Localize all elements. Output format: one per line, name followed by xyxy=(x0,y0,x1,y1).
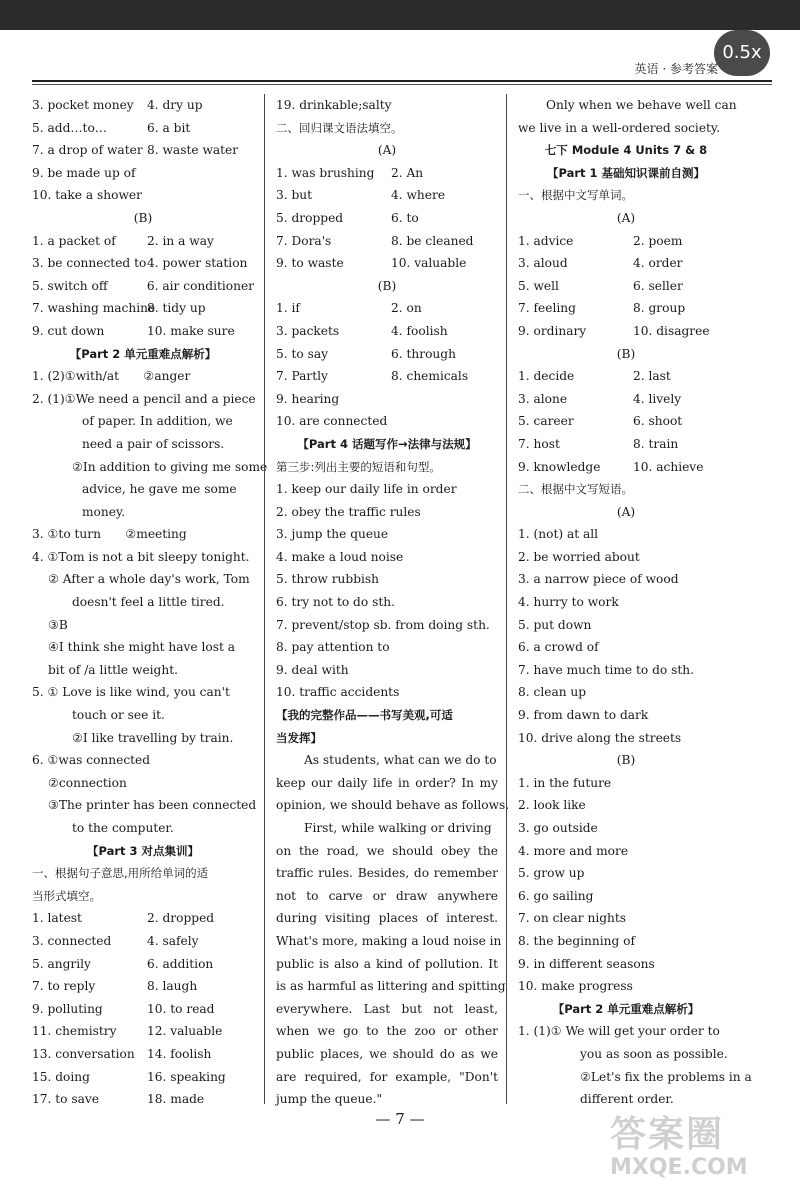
section-label: (A) xyxy=(616,504,636,519)
answer-line: jump the queue." xyxy=(276,1092,383,1107)
answer-line: 10. are connected xyxy=(276,414,388,429)
answer-item: 4. lively xyxy=(633,391,682,406)
answer-pair xyxy=(276,320,498,343)
answer-pair xyxy=(276,184,498,207)
answer-line: 9. deal with xyxy=(276,662,349,677)
essay-line: traffic rules. Besides, do remember xyxy=(276,866,498,881)
zoom-level-badge[interactable]: 0.5x xyxy=(714,30,770,76)
answer-pair xyxy=(518,230,734,253)
answer-line: need a pair of scissors. xyxy=(82,436,225,451)
answer-line: ②connection xyxy=(48,775,127,790)
answer-item: 6. through xyxy=(391,346,456,361)
answer-item: 9. polluting xyxy=(32,1001,103,1016)
answer-line: 4. more and more xyxy=(518,843,629,858)
answer-item: 12. valuable xyxy=(147,1024,223,1039)
answer-pair xyxy=(32,998,254,1021)
answer-item: 11. chemistry xyxy=(32,1024,117,1039)
answer-item: 1. advice xyxy=(518,233,574,248)
essay-line: when we go to the zoo or other xyxy=(276,1024,498,1039)
answer-line: 6. ①was connected xyxy=(32,753,151,768)
instruction-line: 一、根据中文写单词。 xyxy=(518,188,633,203)
instruction-line: 当形式填空。 xyxy=(32,888,101,903)
answer-line: 2. (1)①We need a pencil and a piece xyxy=(32,391,256,406)
answer-line: 10. take a shower xyxy=(32,188,142,203)
answer-line: 3. go outside xyxy=(518,821,598,835)
answer-pair xyxy=(518,456,734,479)
answer-line: 5. grow up xyxy=(518,866,585,881)
answer-item: 3. aloud xyxy=(518,256,568,271)
instruction-heading: 【我的完整作品——书写美观,可适 xyxy=(276,708,453,723)
answer-item: 5. angrily xyxy=(32,956,91,971)
answer-item: 4. safely xyxy=(147,933,199,948)
answer-line: 10. make progress xyxy=(518,979,633,994)
answer-pair xyxy=(32,230,254,253)
instruction-heading: 当发挥】 xyxy=(276,730,322,745)
answer-item: 2. poem xyxy=(633,233,683,248)
answer-item: 5. career xyxy=(518,414,574,429)
answer-item: 9. cut down xyxy=(32,323,105,338)
answer-item: 13. conversation xyxy=(32,1046,135,1061)
answer-item: 18. made xyxy=(147,1092,205,1107)
answer-line: 1. (not) at all xyxy=(518,527,599,542)
answer-item: 15. doing xyxy=(32,1069,90,1084)
answer-line: bit of /a little weight. xyxy=(48,662,178,677)
answer-line: 4. ①Tom is not a bit sleepy tonight. xyxy=(32,549,250,564)
instruction-line: 二、回归课文语法填空。 xyxy=(276,120,403,135)
answer-column-2 xyxy=(276,94,510,1111)
page-header xyxy=(0,0,800,100)
answer-pair xyxy=(32,139,254,162)
answer-pair xyxy=(276,343,498,366)
section-label: (B) xyxy=(377,278,397,293)
answer-item: 4. foolish xyxy=(391,323,448,338)
essay-line: is as harmful as littering and spitting xyxy=(276,979,506,994)
section-heading: 【Part 2 单元重难点解析】 xyxy=(69,346,217,361)
answer-line: 5. throw rubbish xyxy=(276,572,379,587)
answer-item: 1. decide xyxy=(518,369,575,384)
section-heading: 【Part 3 对点集训】 xyxy=(86,843,200,858)
section-label: (B) xyxy=(616,753,636,768)
answer-item: 5. dropped xyxy=(276,210,344,225)
answer-item: 1. if xyxy=(276,301,300,316)
answer-item: 5. to say xyxy=(276,346,329,361)
answer-item: 8. group xyxy=(633,301,686,316)
answer-line: 3. ①to turn ②meeting xyxy=(32,527,187,542)
answer-line: ④I think she might have lost a xyxy=(48,640,236,655)
instruction-line: 一、根据句子意思,用所给单词的适 xyxy=(32,866,209,881)
section-label: (A) xyxy=(616,210,636,225)
essay-line: What's more, making a loud noise in xyxy=(276,933,502,948)
answer-pair xyxy=(32,907,254,930)
answer-line: 7. prevent/stop sb. from doing sth. xyxy=(276,617,490,632)
answer-line: we live in a well-ordered society. xyxy=(518,120,721,135)
answer-line: 6. a crowd of xyxy=(518,640,599,655)
answer-item: 2. dropped xyxy=(147,911,215,926)
answer-item: 4. dry up xyxy=(147,98,203,112)
answer-item: 7. host xyxy=(518,436,560,451)
answer-line: 3. jump the queue xyxy=(276,527,389,542)
section-label: (B) xyxy=(616,346,636,361)
answer-line: ③The printer has been connected xyxy=(48,798,257,813)
answer-item: 6. to xyxy=(391,210,419,225)
answer-line: advice, he gave me some xyxy=(82,482,237,497)
answer-pair xyxy=(32,117,254,140)
answer-item: 10. make sure xyxy=(147,323,235,338)
answer-line: 4. hurry to work xyxy=(518,595,619,610)
answer-pair xyxy=(276,207,498,230)
answer-line: 7. on clear nights xyxy=(518,911,627,926)
answer-item: 9. ordinary xyxy=(518,323,587,338)
essay-line: keep our daily life in order? In my xyxy=(276,775,498,790)
header-rule xyxy=(32,80,772,82)
section-heading: 【Part 1 基础知识课前自测】 xyxy=(546,165,706,180)
answer-item: 10. achieve xyxy=(633,459,704,474)
answer-item: 6. air conditioner xyxy=(146,278,254,293)
answer-item: 4. where xyxy=(391,188,446,203)
answer-line: 7. have much time to do sth. xyxy=(518,662,694,677)
answer-pair xyxy=(32,953,254,976)
instruction-line: 第三步:列出主要的短语和句型。 xyxy=(276,459,441,474)
answer-line: 5. ① Love is like wind, you can't xyxy=(32,685,230,700)
answer-item: 4. order xyxy=(633,256,683,271)
essay-paragraph-start: Only when we behave well can xyxy=(546,98,737,112)
answer-line: 9. hearing xyxy=(276,391,340,406)
answer-pair xyxy=(32,94,254,117)
answer-pair xyxy=(32,1066,254,1089)
watermark-text-cn: 答案圈 xyxy=(610,1114,725,1155)
answer-line: money. xyxy=(82,504,126,519)
answer-item: 8. waste water xyxy=(147,143,239,158)
essay-line: not to carve or draw anywhere xyxy=(276,888,498,903)
essay-line: on the road, we should obey the xyxy=(276,843,498,858)
answer-item: 7. Partly xyxy=(276,369,328,384)
watermark-logo xyxy=(610,1115,790,1185)
answer-item: 3. be connected to xyxy=(32,256,147,271)
instruction-line: 二、根据中文写短语。 xyxy=(518,482,633,497)
answer-pair xyxy=(32,1020,254,1043)
answer-item: 8. chemicals xyxy=(391,369,469,384)
answer-pair xyxy=(276,230,498,253)
essay-line: are required, for example, "Don't xyxy=(276,1069,498,1084)
answer-line: 1. in the future xyxy=(518,775,612,790)
answer-item: 3. pocket money xyxy=(32,98,134,112)
answer-pair xyxy=(518,297,734,320)
answer-line: ②Let's fix the problems in a xyxy=(580,1069,752,1084)
answer-pair xyxy=(518,365,734,388)
answer-line: you as soon as possible. xyxy=(580,1046,728,1061)
answer-pair xyxy=(32,320,254,343)
answer-line: 1. (1)① We will get your order to xyxy=(518,1024,720,1039)
answer-line: ② After a whole day's work, Tom xyxy=(48,572,250,587)
answer-item: 5. well xyxy=(518,278,559,293)
answer-pair xyxy=(518,275,734,298)
answer-line: 9. from dawn to dark xyxy=(518,708,649,723)
answer-column-3 xyxy=(518,94,752,1111)
answer-line: 2. obey the traffic rules xyxy=(276,504,421,519)
answer-item: 5. add…to… xyxy=(32,120,107,135)
answer-item: 2. An xyxy=(391,165,424,180)
answer-pair xyxy=(276,252,498,275)
answer-line: 1. (2)①with/at ②anger xyxy=(32,369,191,384)
column-divider xyxy=(264,94,265,1104)
section-label: (B) xyxy=(133,210,153,225)
answer-line: 3. a narrow piece of wood xyxy=(518,572,679,587)
answer-item: 2. in a way xyxy=(147,233,214,248)
answer-pair xyxy=(518,410,734,433)
answer-line: 8. pay attention to xyxy=(276,640,390,655)
answer-line: 8. the beginning of xyxy=(518,933,636,948)
section-heading: 【Part 4 话题写作→法律与法规】 xyxy=(297,436,477,451)
answer-line: opinion, we should behave as follows. xyxy=(276,798,510,813)
answer-item: 8. tidy up xyxy=(147,301,206,316)
answer-item: 7. Dora's xyxy=(276,233,332,248)
answer-item: 10. valuable xyxy=(391,256,467,271)
answer-pair xyxy=(32,1088,254,1111)
answer-item: 7. to reply xyxy=(32,979,96,994)
answer-line: doesn't feel a little tired. xyxy=(72,595,225,610)
answer-line: of paper. In addition, we xyxy=(82,414,233,429)
answer-item: 14. foolish xyxy=(147,1046,212,1061)
answer-item: 3. but xyxy=(276,188,313,203)
page-number: — 7 — xyxy=(375,1110,425,1128)
answer-pair xyxy=(518,433,734,456)
answer-line: 2. look like xyxy=(518,798,586,813)
answer-pair xyxy=(518,252,734,275)
answer-pair xyxy=(276,297,498,320)
answer-item: 6. shoot xyxy=(633,414,683,429)
essay-line: during visiting places of interest. xyxy=(276,911,498,926)
answer-item: 8. be cleaned xyxy=(391,233,474,248)
answer-pair xyxy=(276,162,498,185)
answer-line: 6. go sailing xyxy=(518,888,594,903)
answer-item: 17. to save xyxy=(32,1092,99,1107)
answer-item: 2. last xyxy=(633,369,671,384)
section-heading: 【Part 2 单元重难点解析】 xyxy=(552,1001,700,1016)
answer-item: 7. a drop of water xyxy=(32,143,143,158)
answer-line: 4. make a loud noise xyxy=(276,549,404,564)
viewer-top-bar xyxy=(0,0,800,30)
answer-line: ③B xyxy=(48,617,68,632)
answer-line: 10. traffic accidents xyxy=(276,685,400,700)
answer-item: 3. packets xyxy=(276,323,340,338)
answer-item: 1. a packet of xyxy=(32,233,116,248)
answer-line: different order. xyxy=(580,1092,674,1107)
essay-line: everywhere. Last but not least, xyxy=(276,1001,498,1016)
answer-pair xyxy=(32,1043,254,1066)
essay-line: public is also a kind of pollution. It xyxy=(276,956,498,971)
answer-line: 8. clean up xyxy=(518,685,587,700)
answer-item: 6. a bit xyxy=(147,120,191,135)
answer-line: ②In addition to giving me some xyxy=(72,459,268,474)
answer-pair xyxy=(276,365,498,388)
answer-item: 6. seller xyxy=(633,278,683,293)
answer-item: 2. on xyxy=(391,301,422,316)
answer-line: 19. drinkable;salty xyxy=(276,98,392,112)
answer-item: 6. addition xyxy=(147,956,214,971)
column-divider xyxy=(506,94,507,1104)
answer-line: 9. in different seasons xyxy=(518,956,655,971)
answer-line: 5. put down xyxy=(518,617,592,632)
answer-item: 8. train xyxy=(633,436,679,451)
answer-line: 9. be made up of xyxy=(32,165,136,180)
answer-pair xyxy=(518,320,734,343)
answer-pair xyxy=(32,275,254,298)
answer-item: 9. knowledge xyxy=(518,459,601,474)
answer-item: 4. power station xyxy=(147,256,248,271)
watermark-text-en: MXQE.COM xyxy=(610,1155,748,1180)
answer-item: 7. washing machine xyxy=(32,301,156,316)
answer-item: 7. feeling xyxy=(518,301,576,316)
answer-item: 10. to read xyxy=(147,1001,215,1016)
answer-item: 3. connected xyxy=(32,933,112,948)
essay-paragraph-start: As students, what can we do to xyxy=(304,753,497,768)
section-label: (A) xyxy=(377,143,397,158)
answer-pair xyxy=(518,388,734,411)
answer-pair xyxy=(32,930,254,953)
answer-item: 5. switch off xyxy=(32,278,108,293)
section-heading: 七下 Module 4 Units 7 & 8 xyxy=(544,143,708,158)
answer-item: 1. was brushing xyxy=(276,165,375,180)
answer-pair xyxy=(32,252,254,275)
answer-item: 16. speaking xyxy=(147,1069,226,1084)
answer-line: 6. try not to do sth. xyxy=(276,595,395,610)
running-title: 英语 · 参考答案 xyxy=(634,62,718,76)
answer-line: ②I like travelling by train. xyxy=(72,730,234,745)
essay-line: public places, we should do as we xyxy=(276,1046,498,1061)
header-rule-thin xyxy=(32,84,772,85)
answer-item: 8. laugh xyxy=(147,979,198,994)
essay-paragraph-start: First, while walking or driving xyxy=(304,821,492,835)
answer-item: 3. alone xyxy=(518,391,568,406)
answer-line: touch or see it. xyxy=(72,708,165,723)
answer-item: 1. latest xyxy=(32,911,82,926)
answer-line: to the computer. xyxy=(72,821,174,835)
answer-item: 10. disagree xyxy=(633,323,710,338)
answer-line: 2. be worried about xyxy=(518,549,640,564)
answer-item: 9. to waste xyxy=(276,256,344,271)
answer-column-1 xyxy=(32,94,268,1111)
answer-line: 1. keep our daily life in order xyxy=(276,482,457,497)
answer-pair xyxy=(32,297,254,320)
answer-line: 10. drive along the streets xyxy=(518,730,682,745)
answer-pair xyxy=(32,975,254,998)
